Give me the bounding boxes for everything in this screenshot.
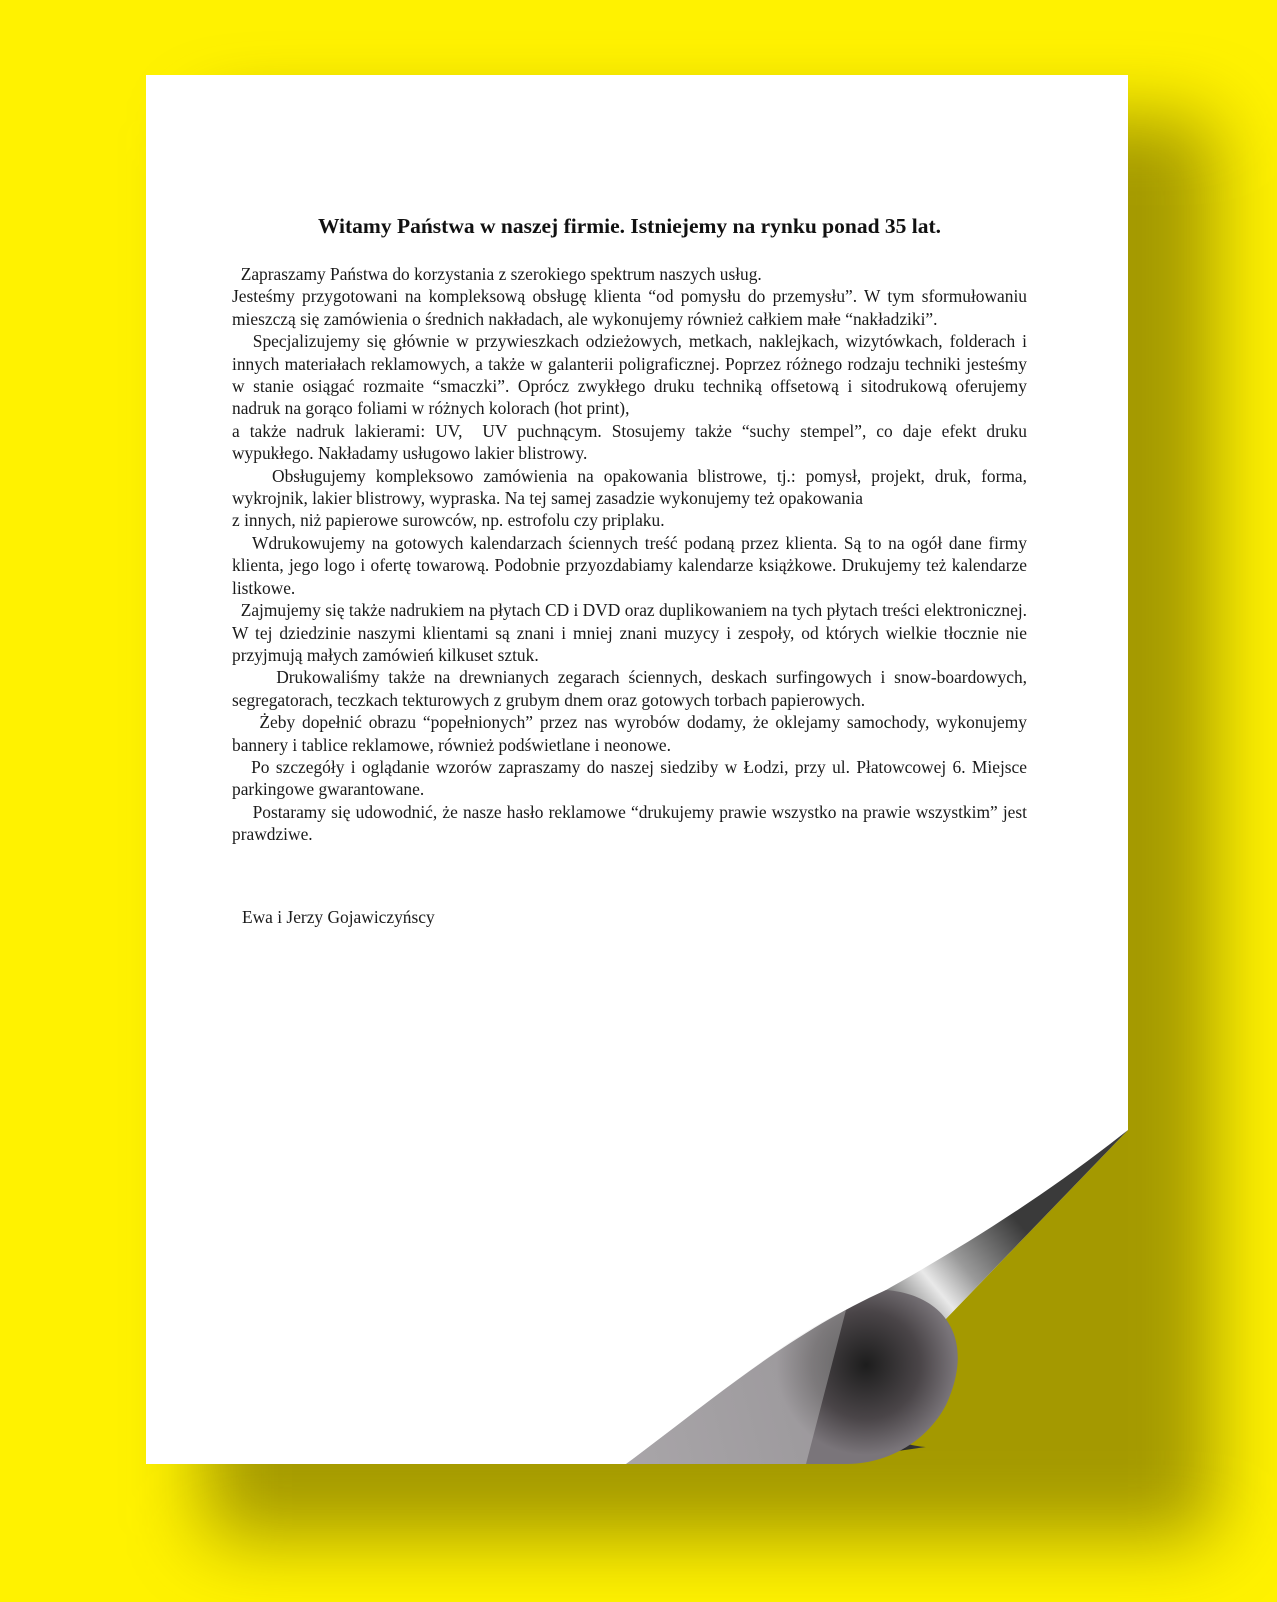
paragraph-1: Zapraszamy Państwa do korzystania z szerokiego spektrum naszych usług. [232, 264, 762, 284]
paper-sheet [146, 75, 1128, 1464]
paragraph-11: Po szczegóły i oglądanie wzorów zapraszamy do naszej siedziby w Łodzi, przy ul. Płatowcowej 6. Miejsce parkingowe gwarantowane. [232, 756, 1027, 800]
document-signature: Ewa i Jerzy Gojawiczyńscy [242, 907, 435, 927]
paragraph-4: a także nadruk lakierami: UV, UV puchnącym. Stosujemy także “suchy stempel”, co daje efekt druku wypukłego. Nakładamy usługowo lakier blistrowy. [232, 420, 1027, 464]
paragraph-5: Obsługujemy kompleksowo zamówienia na opakowania blistrowe, tj.: pomysł, projekt, druk, forma, wykrojnik, lakier blistrowy, wypraska. Na tej samej zasadzie wykonujemy też opakowania [232, 465, 1027, 509]
paragraph-2: Jesteśmy przygotowani na kompleksową obsługę klienta “od pomysłu do przemysłu”. W tym sformułowaniu mieszczą się zamówienia o średnich nakładach, ale wykonujemy również całkiem małe “nakładziki”. [232, 286, 1027, 329]
document-heading: Witamy Państwa w naszej firmie. Istniejemy na rynku ponad 35 lat. [317, 214, 942, 238]
paragraph-10: Żeby dopełnić obrazu “popełnionych” przez nas wyrobów dodamy, że oklejamy samochody, wykonujemy bannery i tablice reklamowe, również podświetlane i neonowe. [232, 712, 1027, 755]
paragraph-12: Postaramy się udowodnić, że nasze hasło reklamowe “drukujemy prawie wszystko na prawie wszystkim” jest prawdziwe. [232, 801, 1027, 845]
document-body [232, 263, 1027, 846]
paragraph-3: Specjalizujemy się głównie w przywieszkach odzieżowych, metkach, naklejkach, wizytówkach, folderach i innych materiałach reklamowych, a także w galanterii poligraficznej. Poprzez różnego rodzaju techniki jesteśmy w stanie osiągać rozmaite “smaczki”. Oprócz zwykłego druku techniką offsetową i sitodrukową oferujemy nadruk na gorąco foliami w różnych kolorach (hot print), [232, 331, 1027, 419]
paragraph-8: Zajmujemy się także nadrukiem na płytach CD i DVD oraz duplikowaniem na tych płytach treści elektronicznej. W tej dziedzinie naszymi klientami są znani i mniej znani muzycy i zespoły, od których wielkie tłocznie nie przyjmują małych zamówień kilkuset sztuk. [232, 600, 1027, 665]
paragraph-9: Drukowaliśmy także na drewnianych zegarach ściennych, deskach surfingowych i snow-boardowych, segregatorach, teczkach tekturowych z grubym dnem oraz gotowych torbach papierowych. [232, 667, 1027, 710]
paragraph-6: z innych, niż papierowe surowców, np. estrofolu czy priplaku. [232, 510, 665, 531]
paragraph-7: Wdrukowujemy na gotowych kalendarzach ściennych treść podaną przez klienta. Są to na ogół dane firmy klienta, jego logo i ofertę towarową. Podobnie przyozdabiamy kalendarze książkowe. Drukujemy też kalendarze listkowe. [232, 532, 1027, 598]
